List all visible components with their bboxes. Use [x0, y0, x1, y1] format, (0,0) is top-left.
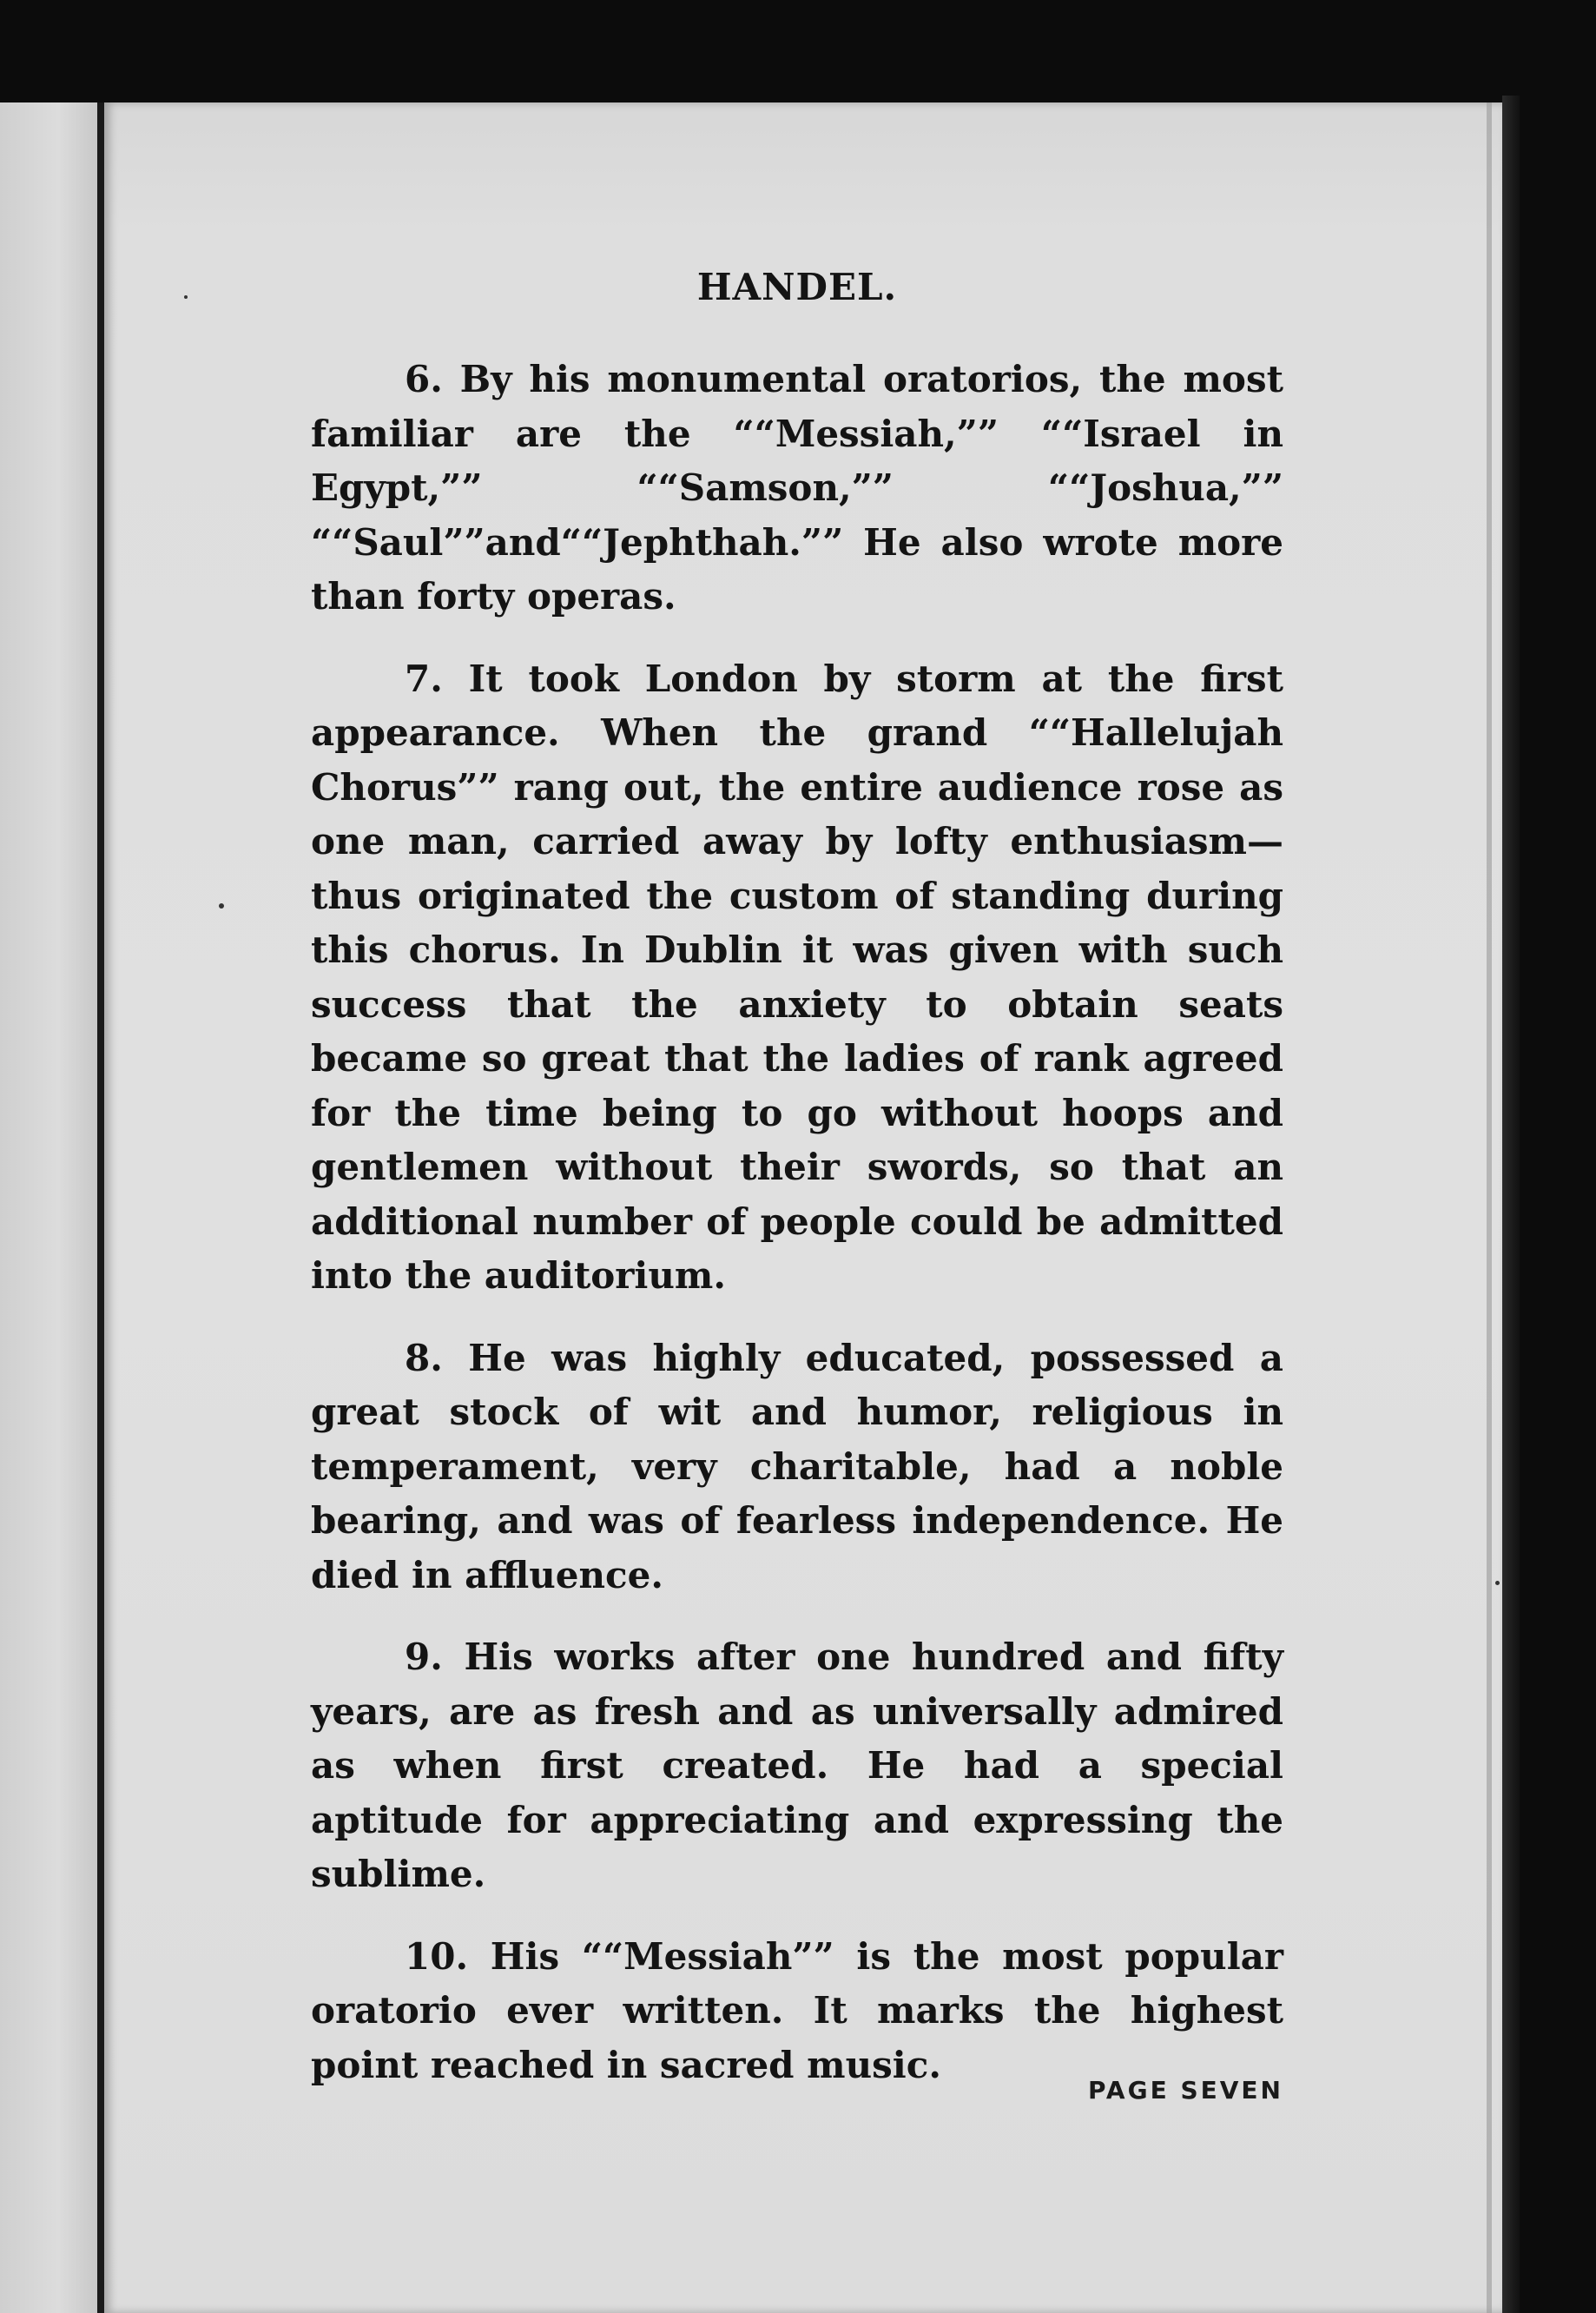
page-right-edge	[1502, 96, 1520, 2313]
dust-speck	[1495, 1581, 1500, 1585]
page-footer: PAGE SEVEN	[1087, 2076, 1283, 2105]
paragraph-7: 7. It took London by storm at the first appearance. When the grand ““Hallelujah Chorus”” rang out, the entire audience rose as one man, carried away by lofty enthusiasm—thus originated the custom of standing during this chorus. In Dublin it was given with such success that the anxiety to obtain seats became so great that the ladies of rank agreed for the time being to go without hoops and gentlemen without their swords, so that an additional number of people could be admitted into the auditorium.	[311, 657, 1283, 1297]
dust-speck	[184, 295, 188, 299]
paragraph-6: 6. By his monumental oratorios, the most familiar are the ““Messiah,”” ““Israel in Egypt,”” ““Samson,”” ““Joshua,”” ““Saul””and““Jephthah.”” He also wrote more than forty operas.	[311, 358, 1283, 618]
paragraph-9: 9. His works after one hundred and fifty years, are as fresh and as universally admired as when first created. He had a special aptitude for appreciating and expressing the sublime.	[311, 1636, 1283, 1895]
left-facing-page	[0, 102, 97, 2313]
paragraph-8: 8. He was highly educated, possessed a great stock of wit and humor, religious in temperament, very charitable, had a noble bearing, and was of fearless independence. He died in affluence.	[311, 1336, 1283, 1596]
page-text	[311, 261, 1283, 2120]
paragraph-10: 10. His ““Messiah”” is the most popular oratorio ever written. It marks the highest point reached in sacred music.	[311, 1934, 1283, 2086]
page-heading: HANDEL.	[696, 266, 898, 308]
dust-speck	[219, 903, 224, 909]
page-right-margin-shadow	[1487, 102, 1492, 2313]
page-gutter	[97, 102, 104, 2313]
